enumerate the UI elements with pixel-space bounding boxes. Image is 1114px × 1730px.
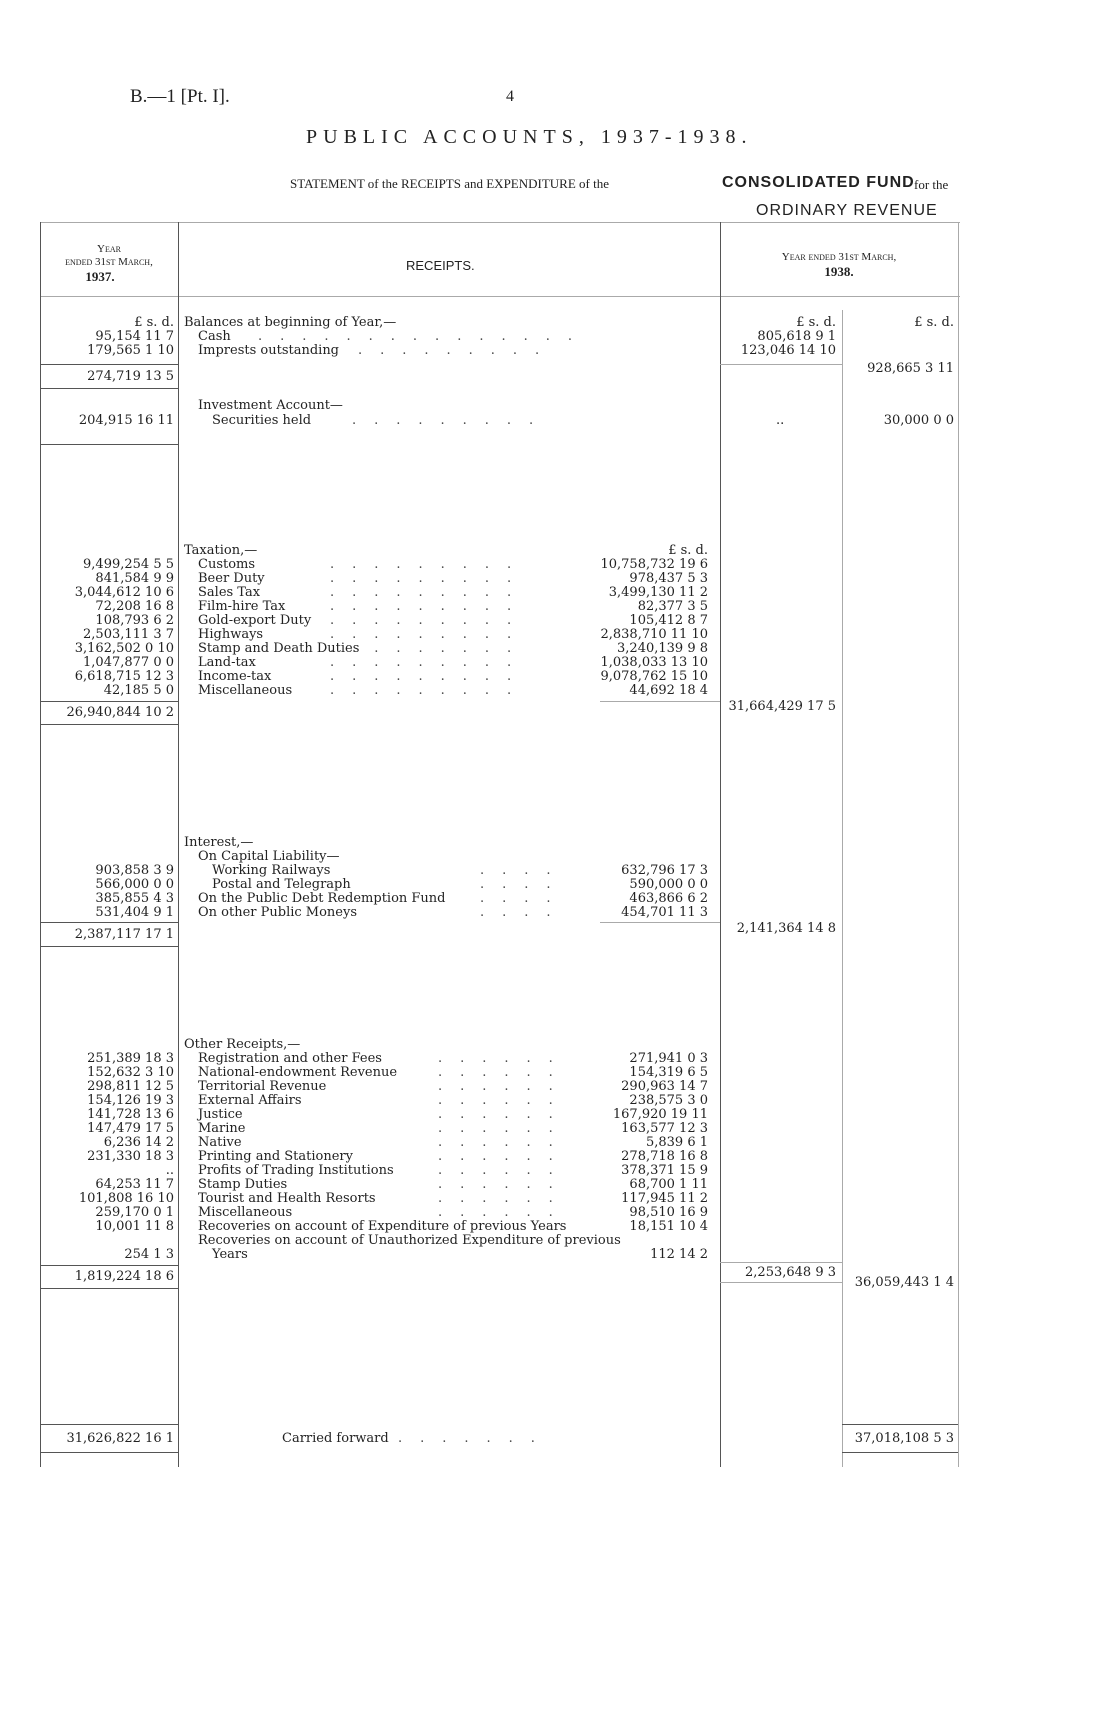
tax-beer-label: Beer Duty [198, 571, 265, 586]
tax-film-label: Film-hire Tax [198, 599, 286, 614]
other-row-label: Profits of Trading Institutions [198, 1163, 394, 1178]
taxation-total-rule [40, 724, 178, 725]
other-row-cur: 5,839 6 1 [645, 1135, 708, 1150]
other-row-prev: 147,479 17 5 [87, 1121, 174, 1136]
other-row-label: Recoveries on account of Expenditure of previous Years [198, 1219, 567, 1234]
tax-misc-cur: 44,692 18 4 [629, 683, 708, 698]
lsd-header-prev: £ s. d. [134, 315, 174, 330]
interest-total-rule [40, 946, 178, 947]
balances-prev-total: 274,719 13 5 [87, 369, 174, 384]
balances-imprests-prev: 179,565 1 10 [87, 343, 174, 358]
right-header-ended: Year ended 31st March, [781, 251, 897, 263]
tax-customs-prev: 9,499,254 5 5 [83, 557, 174, 572]
interest-postal-label: Postal and Telegraph [212, 877, 351, 892]
other-row-prev: .. [165, 1163, 174, 1178]
interest-debt-label: On the Public Debt Redemption Fund [198, 891, 446, 906]
other-row-label: Miscellaneous [198, 1205, 293, 1220]
leader-dots: ......... [352, 413, 552, 428]
balances-rule [40, 364, 178, 365]
interest-other-prev: 531,404 9 1 [95, 905, 174, 920]
investment-mid: .. [776, 413, 785, 428]
other-row-prev: 64,253 11 7 [95, 1177, 174, 1192]
fund-name: CONSOLIDATED FUND [722, 174, 915, 191]
taxation-rule-cur [600, 701, 720, 702]
other-row-prev: 259,170 0 1 [95, 1205, 174, 1220]
interest-railways-cur: 632,796 17 3 [621, 863, 708, 878]
other-row-prev: 10,001 11 8 [95, 1219, 174, 1234]
interest-other-label: On other Public Moneys [198, 905, 358, 920]
interest-postal-cur: 590,000 0 0 [629, 877, 708, 892]
other-row-cur: 238,575 3 0 [629, 1093, 708, 1108]
tax-beer-cur: 978,437 5 3 [629, 571, 708, 586]
other-row-cur: 290,963 14 7 [621, 1079, 708, 1094]
carried-forward-cur: 37,018,108 5 3 [854, 1431, 954, 1446]
other-heading: Other Receipts,— [184, 1037, 301, 1052]
balances-total-rule [40, 388, 178, 389]
other-row-prev: 141,728 13 6 [87, 1107, 174, 1122]
tax-income-prev: 6,618,715 12 3 [74, 669, 174, 684]
investment-prev: 204,915 16 11 [78, 413, 174, 428]
interest-debt-prev: 385,855 4 3 [95, 891, 174, 906]
other-row-cur: 271,941 0 3 [629, 1051, 708, 1066]
other-row-cur: 278,718 16 8 [621, 1149, 708, 1164]
tax-film-cur: 82,377 3 5 [637, 599, 708, 614]
other-row-cur: 154,319 6 5 [629, 1065, 708, 1080]
investment-heading: Investment Account— [198, 398, 343, 413]
balances-imprests-cur: 123,046 14 10 [740, 343, 836, 358]
taxation-heading: Taxation,— [184, 543, 258, 558]
page-title: PUBLIC ACCOUNTS, 1937-1938. [306, 126, 753, 148]
left-header-ended: ended 31st March, [65, 256, 153, 268]
right-border [958, 222, 959, 1467]
tax-misc-label: Miscellaneous [198, 683, 293, 698]
other-row-prev: 152,632 3 10 [87, 1065, 174, 1080]
carried-forward-prev: 31,626,822 16 1 [66, 1431, 174, 1446]
other-cur-total: 2,253,648 9 3 [745, 1265, 836, 1280]
balances-rule-cur [720, 364, 842, 365]
other-row-cur: 378,371 15 9 [621, 1163, 708, 1178]
balances-imprests-label: Imprests outstanding [198, 343, 340, 358]
other-row-cur: 167,920 19 11 [612, 1107, 708, 1122]
taxation-lsd-header: £ s. d. [668, 543, 708, 558]
investment-rule [40, 444, 178, 445]
balances-heading: Balances at beginning of Year,— [184, 315, 397, 330]
other-row-prev: 231,330 18 3 [87, 1149, 174, 1164]
tax-stamp-label: Stamp and Death Duties [198, 641, 360, 656]
other-total-rule-cur [720, 1282, 842, 1283]
tax-income-label: Income-tax [198, 669, 272, 684]
col-divider-receipts [720, 222, 721, 1467]
balances-cur-total: 928,665 3 11 [867, 361, 954, 376]
tax-gold-prev: 108,793 6 2 [95, 613, 174, 628]
other-total-rule [40, 1288, 178, 1289]
other-row-label: Stamp Duties [198, 1177, 288, 1192]
interest-subheading: On Capital Liability— [198, 849, 340, 864]
for-the-text: for the [914, 177, 949, 192]
interest-cur-total: 2,141,364 14 8 [736, 921, 836, 936]
carried-rule-prev [40, 1424, 178, 1425]
other-row-label: Registration and other Fees [198, 1051, 382, 1066]
tax-sales-label: Sales Tax [198, 585, 261, 600]
other-prev-total: 1,819,224 18 6 [74, 1269, 174, 1284]
col-divider-prev [178, 222, 179, 1467]
leader-dots: ....... [398, 1431, 553, 1446]
leader-dots: ......... ......... ......... ......... ......... ......... ......... ......... ......... ......... [330, 557, 530, 698]
other-row-label: National-endowment Revenue [198, 1065, 398, 1080]
left-border [40, 222, 41, 1467]
other-row-prev: 154,126 19 3 [87, 1093, 174, 1108]
other-row-label: External Affairs [198, 1093, 302, 1108]
carried-forward-label: Carried forward [282, 1431, 389, 1446]
ordinary-revenue-heading: ORDINARY REVENUE [756, 202, 938, 219]
tax-film-prev: 72,208 16 8 [95, 599, 174, 614]
other-row-prev: 298,811 12 5 [87, 1079, 174, 1094]
interest-prev-total: 2,387,117 17 1 [74, 927, 174, 942]
tax-highways-label: Highways [198, 627, 264, 642]
tax-sales-prev: 3,044,612 10 6 [74, 585, 174, 600]
other-rule-prev [40, 1265, 178, 1266]
balances-cash-label: Cash [198, 329, 231, 344]
other-row-cur: 68,700 1 11 [629, 1177, 708, 1192]
interest-rule-prev [40, 922, 178, 923]
tax-customs-cur: 10,758,732 19 6 [600, 557, 708, 572]
leader-dots: ......... [358, 343, 558, 358]
tax-beer-prev: 841,584 9 9 [95, 571, 174, 586]
balances-cash-prev: 95,154 11 7 [95, 329, 174, 344]
page-number: 4 [506, 88, 514, 105]
lsd-header-cur: £ s. d. [796, 315, 836, 330]
tax-stamp-cur: 3,240,139 9 8 [617, 641, 708, 656]
other-last-cur: 112 14 2 [650, 1247, 708, 1262]
tax-gold-cur: 105,412 8 7 [629, 613, 708, 628]
other-row-label: Tourist and Health Resorts [198, 1191, 376, 1206]
interest-heading: Interest,— [184, 835, 254, 850]
tax-income-cur: 9,078,762 15 10 [600, 669, 708, 684]
investment-label: Securities held [212, 413, 312, 428]
left-header-year-value: 1937. [85, 269, 115, 284]
grand-subtotal: 36,059,443 1 4 [854, 1275, 954, 1290]
other-row-cur: 98,510 16 9 [629, 1205, 708, 1220]
leader-dots: ............... [258, 329, 590, 344]
page-reference: B.—1 [Pt. I]. [130, 86, 230, 107]
taxation-prev-total: 26,940,844 10 2 [66, 705, 174, 720]
tax-highways-cur: 2,838,710 11 10 [600, 627, 708, 642]
other-row-cur: 117,945 11 2 [621, 1191, 708, 1206]
other-row-label: Marine [198, 1121, 246, 1136]
tax-gold-label: Gold-export Duty [198, 613, 312, 628]
statement-title: STATEMENT of the RECEIPTS and EXPENDITURE of the [290, 176, 609, 191]
other-row-label: Territorial Revenue [198, 1079, 327, 1094]
other-last-label-line2: Years [212, 1247, 248, 1262]
other-row-label: Justice [198, 1107, 243, 1122]
tax-land-label: Land-tax [198, 655, 256, 670]
tax-misc-prev: 42,185 5 0 [103, 683, 174, 698]
leader-dots: ...... ...... ...... ...... ...... ...... ...... ...... ...... ...... ...... ...... [438, 1051, 571, 1220]
carried-rule-cur [842, 1424, 958, 1425]
other-row-prev: 101,808 16 10 [78, 1191, 174, 1206]
right-header-year-value: 1938. [824, 264, 854, 279]
other-rule-cur [720, 1262, 842, 1263]
tax-land-cur: 1,038,033 13 10 [600, 655, 708, 670]
other-row-prev: 251,389 18 3 [87, 1051, 174, 1066]
other-row-cur: 18,151 10 4 [629, 1219, 708, 1234]
interest-railways-prev: 903,858 3 9 [95, 863, 174, 878]
receipts-header: RECEIPTS. [406, 258, 475, 273]
interest-postal-prev: 566,000 0 0 [95, 877, 174, 892]
other-row-label: Native [198, 1135, 242, 1150]
other-last-prev: 254 1 3 [124, 1247, 174, 1262]
other-last-label-line1: Recoveries on account of Unauthorized Expenditure of previous [198, 1233, 621, 1248]
left-header-year: Year [97, 243, 121, 255]
taxation-rule-prev [40, 701, 178, 702]
lsd-header-total: £ s. d. [914, 315, 954, 330]
col-divider-cur [842, 310, 843, 1467]
balances-cash-cur: 805,618 9 1 [757, 329, 836, 344]
interest-other-cur: 454,701 11 3 [621, 905, 708, 920]
other-row-prev: 6,236 14 2 [103, 1135, 174, 1150]
other-row-cur: 163,577 12 3 [621, 1121, 708, 1136]
interest-railways-label: Working Railways [212, 863, 331, 878]
tax-customs-label: Customs [198, 557, 256, 572]
carried-bottom-rule-prev [40, 1452, 178, 1453]
other-row-label: Printing and Stationery [198, 1149, 353, 1164]
leader-dots: .... .... .... .... [480, 863, 569, 920]
carried-bottom-rule-cur [842, 1452, 958, 1453]
tax-land-prev: 1,047,877 0 0 [83, 655, 174, 670]
interest-debt-cur: 463,866 6 2 [629, 891, 708, 906]
tax-highways-prev: 2,503,111 3 7 [83, 627, 174, 642]
tax-sales-cur: 3,499,130 11 2 [608, 585, 708, 600]
tax-stamp-prev: 3,162,502 0 10 [74, 641, 174, 656]
interest-rule-cur [600, 922, 720, 923]
investment-cur: 30,000 0 0 [883, 413, 954, 428]
taxation-cur-total: 31,664,429 17 5 [728, 699, 836, 714]
